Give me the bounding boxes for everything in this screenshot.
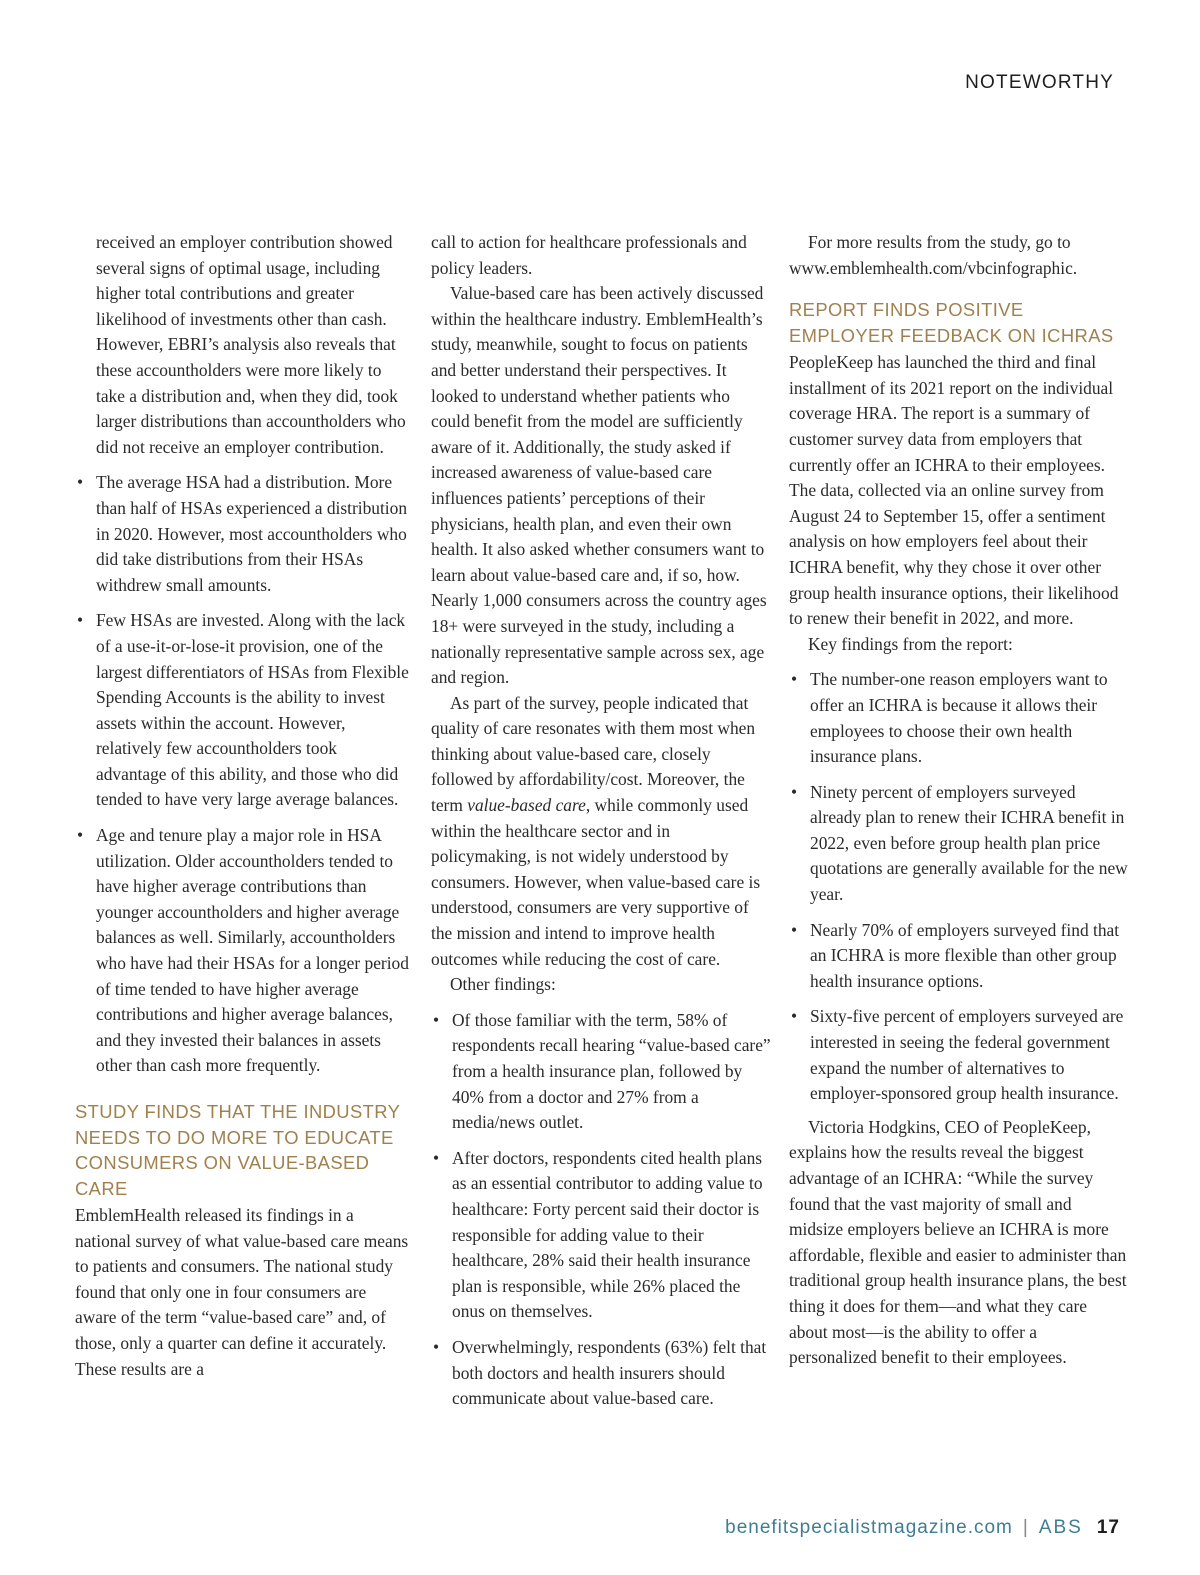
list-item: • Few HSAs are invested. Along with the lack of a use-it-or-lose-it provision, one of the largest differentiators of HSAs from Flexible Spending Accounts is the ability to invest assets within the account. However, relatively few accountholders took advantage of this ability, and those who did tended to have very large average balances. <box>75 608 411 813</box>
section-label: NOTEWORTHY <box>965 72 1114 93</box>
list-item: • Nearly 70% of employers surveyed find that an ICHRA is more flexible than other group health insurance options. <box>789 918 1129 995</box>
list-item: • Of those familiar with the term, 58% of respondents recall hearing “value-based care” from a health insurance plan, followed by 40% from a doctor and 27% from a media/news outlet. <box>431 1008 771 1136</box>
footer-publication: ABS <box>1038 1517 1083 1538</box>
article-paragraph: Key findings from the report: <box>808 633 1013 654</box>
list-item: • Overwhelmingly, respondents (63%) felt that both doctors and health insurers should communicate about value-based care. <box>431 1335 771 1412</box>
footer-separator: | <box>1022 1517 1029 1538</box>
article-paragraph: PeopleKeep has launched the third and final installment of its 2021 report on the individual coverage HRA. The report is a summary of customer survey data from employers that currently offer an ICHRA to their employees. The data, collected via an online survey from August 24 to September 15, offer a sentiment analysis on how employers feel about their ICHRA benefit, why they chose it over other group health insurance options, their likelihood to renew their benefit in 2022, and more. <box>789 352 1119 629</box>
article-paragraph: For more results from the study, go to www.emblemhealth.com/vbcinfographic. <box>789 232 1078 278</box>
page-number: 17 <box>1096 1517 1120 1538</box>
other-findings-list <box>431 1008 771 1412</box>
list-item: • The average HSA had a distribution. More than half of HSAs experienced a distribution in 2020. However, most accountholders who did take distributions from their HSAs withdrew small amounts. <box>75 470 411 598</box>
continued-paragraph: received an employer contribution showed several signs of optimal usage, including higher total contributions and greater likelihood of investments other than cash. However, EBRI’s analysis also reveals that these accountholders were more likely to take a distribution and, when they did, took larger distributions than accountholders who did not receive an employer contribution. <box>96 232 406 457</box>
list-item: • Sixty-five percent of employers surveyed are interested in seeing the federal government expand the number of alternatives to employer-sponsored group health insurance. <box>789 1004 1129 1106</box>
article-heading-value-based-care: STUDY FINDS THAT THE INDUSTRY NEEDS TO DO MORE TO EDUCATE CONSUMERS ON VALUE-BASED CARE <box>75 1101 400 1199</box>
column-1 <box>75 230 411 1382</box>
article-paragraph: Other findings: <box>450 974 556 995</box>
list-item: • After doctors, respondents cited health plans as an essential contributor to adding value to healthcare: Forty percent said their doctor is responsible for adding value to their healthcare, 28% said their health insurance plan is responsible, while 26% placed the onus on themselves. <box>431 1146 771 1325</box>
article-heading-ichras: REPORT FINDS POSITIVE EMPLOYER FEEDBACK ON ICHRAS <box>789 299 1114 346</box>
emphasized-term: value-based care <box>467 795 586 816</box>
column-2 <box>431 230 771 1412</box>
paragraph-text: As part of the survey, people indicated that quality of care resonates with them most when thinking about value-based care, closely followed by affordability/cost. Moreover, the term <box>431 692 756 816</box>
list-item: • Age and tenure play a major role in HSA utilization. Older accountholders tended to have higher average contributions than younger accountholders and higher average balances as well. Similarly, accountholders who have had their HSAs for a longer period of time tended to have higher average contributions and higher average balances, and they invested their balances in assets other than cash more frequently. <box>75 823 411 1079</box>
paragraph-text: , while commonly used within the healthcare sector and in policymaking, is not widely understood by consumers. However, when value-based care is understood, consumers are very supportive of the mission and intend to improve health outcomes while reducing the cost of care. <box>431 795 761 969</box>
hsa-findings-list <box>75 470 411 1079</box>
article-paragraph: EmblemHealth released its findings in a national survey of what value-based care means to patients and consumers. The national study found that only one in four consumers are aware of the term “value-based care” and, of those, only a quarter can define it accurately. These results are a <box>75 1205 409 1379</box>
article-paragraph: Victoria Hodgkins, CEO of PeopleKeep, explains how the results reveal the biggest advantage of an ICHRA: “While the survey found that the vast majority of small and midsize employers believe an ICHRA is more affordable, flexible and easier to administer than traditional group health insurance plans, the best thing it does for them—and what they care about most—is the ability to offer a personalized benefit to their employees. <box>789 1116 1127 1368</box>
key-findings-list <box>789 667 1129 1107</box>
article-paragraph <box>431 691 771 973</box>
footer-website: benefitspecialistmagazine.com <box>725 1517 1013 1538</box>
column-3 <box>789 230 1129 1371</box>
list-item: • Ninety percent of employers surveyed already plan to renew their ICHRA benefit in 2022, even before group health plan price quotations are generally available for the new year. <box>789 780 1129 908</box>
page-footer <box>725 1517 1120 1539</box>
article-paragraph: call to action for healthcare professionals and policy leaders. <box>431 232 747 278</box>
list-item: • The number-one reason employers want to offer an ICHRA is because it allows their employees to choose their own health insurance plans. <box>789 667 1129 769</box>
article-paragraph: Value-based care has been actively discussed within the healthcare industry. EmblemHealth’s study, meanwhile, sought to focus on patients and better understand their perspectives. It looked to understand whether patients who could benefit from the model are sufficiently aware of it. Additionally, the study asked if increased awareness of value-based care influences patients’ perceptions of their physicians, health plan, and even their own health. It also asked whether consumers want to learn about value-based care and, if so, how. Nearly 1,000 consumers across the country ages 18+ were surveyed in the study, including a nationally representative sample across sex, age and region. <box>431 283 767 688</box>
